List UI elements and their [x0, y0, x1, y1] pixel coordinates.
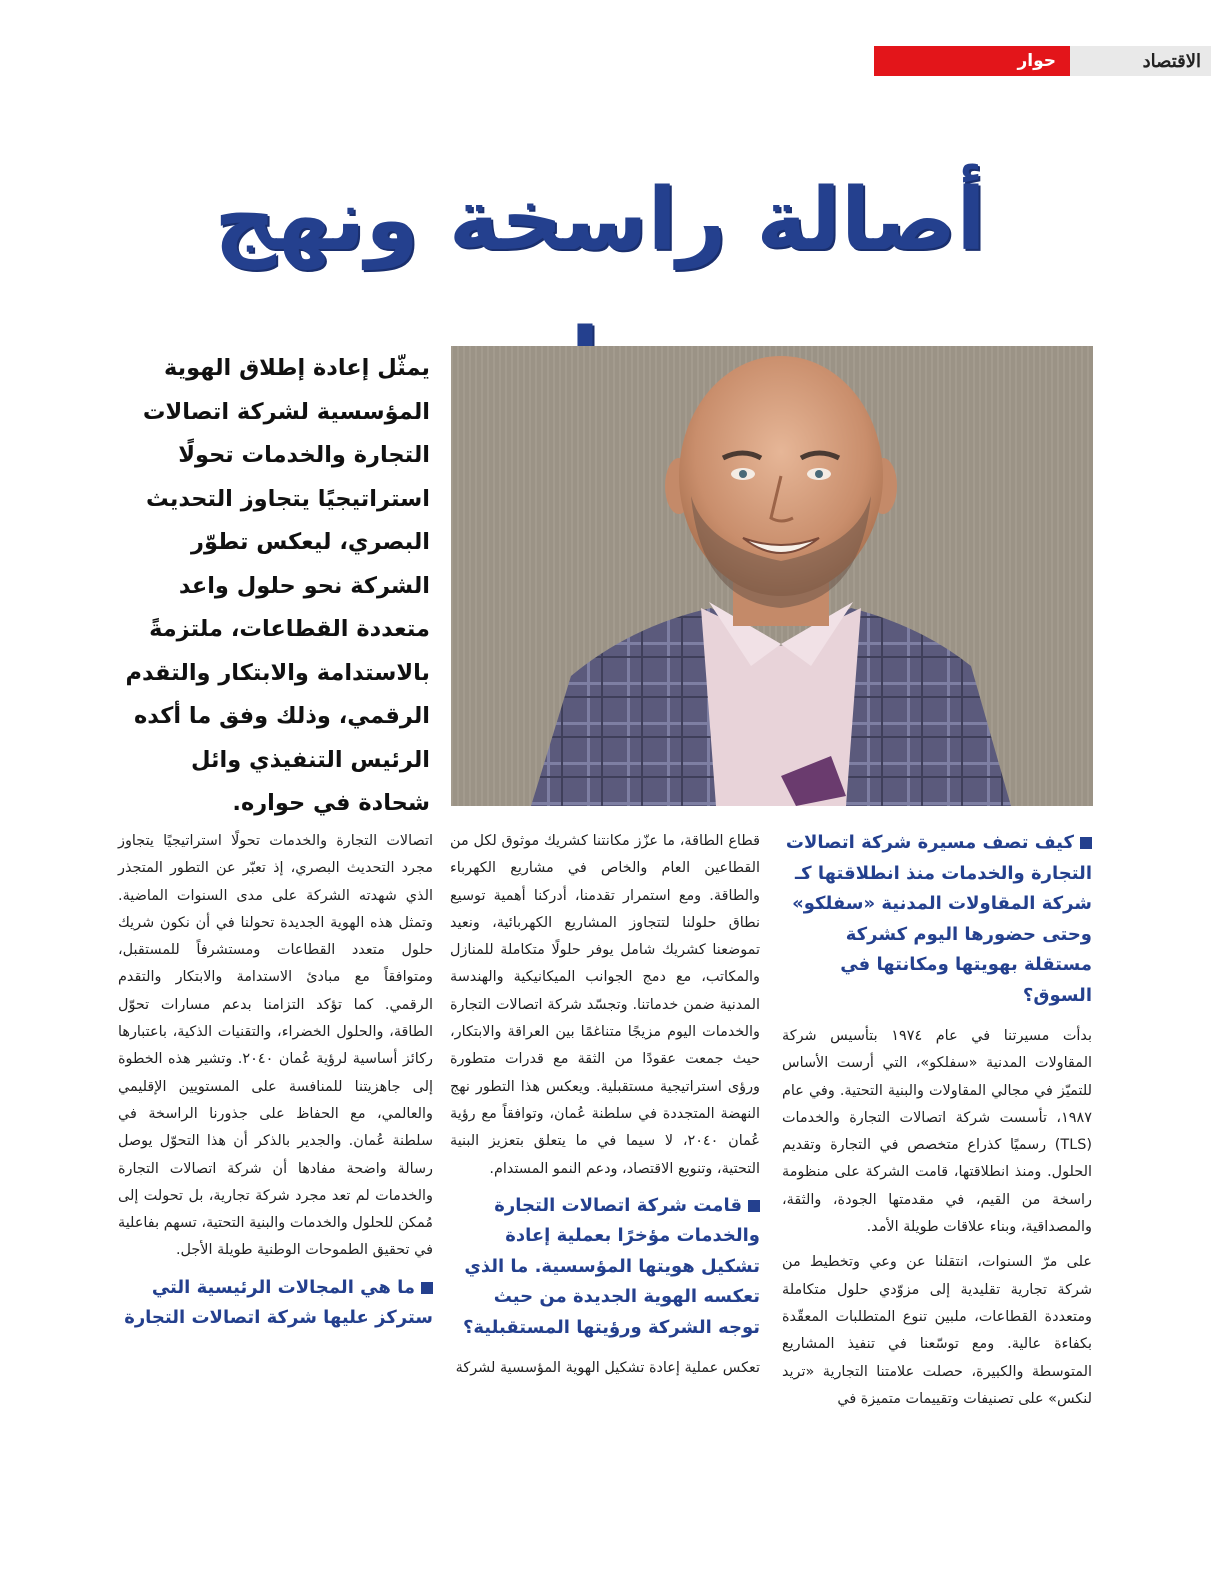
paragraph: اتصالات التجارة والخدمات تحولًا استراتيجيًا يتجاوز مجرد التحديث البصري، إذ تعبّر عن التطور المتجذر الذي شهدته الشركة على مدى السنوات الماضية. وتمثل هذه الهوية الجديدة تحولنا في أن نكون شريك حلول متعدد القطاعات ومستشرفاً للمستقبل، ومتوافقاً مع مبادئ الاستدامة والابتكار والتقدم الرقمي. كما تؤكد التزامنا بدعم مسارات تحوّل الطاقة، والحلول الخضراء، والتقنيات الذكية، باعتبارها ركائز أساسية لرؤية عُمان ٢٠٤٠. وتشير هذه الخطوة إلى جاهزيتنا للمنافسة على المستويين الإقليمي والعالمي، مع الحفاظ على جذورنا الراسخة في سلطنة عُمان. والجدير بالذكر أن هذا التحوّل يوصل رسالة واضحة مفادها أن شركة اتصالات التجارة والخدمات لم تعد مجرد شركة تجارية، بل تحولت إلى مُمكن للحلول والخدمات والبنية التحتية، تسهم بفاعلية في تحقيق الطموحات الوطنية طويلة الأجل. [118, 833, 433, 1259]
portrait-illustration [451, 346, 1093, 806]
section-label: حوار [874, 46, 1070, 76]
bullet-square-icon [421, 1282, 433, 1294]
article-intro: يمثّل إعادة إطلاق الهوية المؤسسية لشركة اتصالات التجارة والخدمات تحولًا استراتيجيًا يتجاوز التحديث البصري، ليعكس تطوّر الشركة نحو حلول واعد متعددة القطاعات، ملتزمةً بالاستدامة والابتكار والتقدم الرقمي، وذلك وفق ما أكده الرئيس التنفيذي وائل شحادة في حواره. [125, 355, 430, 816]
article-headline: أصالة راسخة ونهج [214, 170, 986, 270]
column-middle [450, 828, 760, 1391]
column-right [782, 828, 1092, 1421]
question-2 [450, 1191, 760, 1344]
column-left [118, 828, 433, 1346]
question-1-text: كيف تصف مسيرة شركة اتصالات التجارة والخدمات منذ انطلاقتها كـ شركة المقاولات المدنية «سفلكو» وحتى حضورها اليوم كشركة مستقلة بهويتها ومكانتها في السوق؟ [785, 832, 1092, 1006]
question-2-text: قامت شركة اتصالات التجارة والخدمات مؤخرًا بعملية إعادة تشكيل هويتها المؤسسية. ما الذي تعكسه الهوية الجديدة من حيث توجه الشركة ورؤيتها المستقبلية؟ [462, 1194, 760, 1338]
section-header [874, 46, 1211, 76]
paragraph: على مرّ السنوات، انتقلنا عن وعي وتخطيط من شركة تجارية تقليدية إلى مزوّدي حلول متكاملة ومتعددة القطاعات، ملبين تنوع المتطلبات المعقّدة بكفاءة عالية. ومع توسّعنا في تنفيذ المشاريع المتوسطة والكبيرة، حصلت علامتنا التجارية «تريد لنكس» على تصنيفات وتقييمات متميزة في [782, 1254, 1092, 1407]
bullet-square-icon [748, 1200, 760, 1212]
question-3-text: ما هي المجالات الرئيسية التي ستركز عليها شركة اتصالات التجارة [124, 1276, 433, 1329]
question-3 [118, 1273, 433, 1334]
bullet-square-icon [1080, 837, 1092, 849]
paragraph: قطاع الطاقة، ما عزّز مكانتنا كشريك موثوق لكل من القطاعين العام والخاص في مشاريع الكهرباء والطاقة. ومع استمرار تقدمنا، أدركنا أهمية توسيع نطاق حلولنا لتتجاوز المشاريع الكهربائية، ونعيد تموضعنا كشريك شامل يوفر حلولًا متكاملة للمنازل والمكاتب، مع دمج الجوانب الميكانيكية والهندسة المدنية ضمن خدماتنا. وتجسّد شركة اتصالات التجارة والخدمات اليوم مزيجًا متناغمًا بين العراقة والابتكار، حيث جمعت عقودًا من الثقة مع قدرات متطورة ورؤى استراتيجية مستقبلية. ويعكس هذا التطور نهج النهضة المتجددة في سلطنة عُمان، وتوافقاً مع رؤية عُمان ٢٠٤٠، لا سيما في ما يتعلق بتعزيز البنية التحتية، وتنويع الاقتصاد، ودعم النمو المستدام. [450, 833, 760, 1177]
magazine-logo: الاقتصاد [1070, 46, 1211, 76]
portrait-photo [451, 346, 1093, 806]
question-1 [782, 828, 1092, 1011]
paragraph: بدأت مسيرتنا في عام ١٩٧٤ بتأسيس شركة المقاولات المدنية «سفلكو»، التي أرست الأساس للتميّز في مجالي المقاولات والبنية التحتية. وفي عام ١٩٨٧، تأسست شركة اتصالات التجارة والخدمات (TLS) رسميًا كذراع متخصص في التجارة وتقديم الحلول. ومنذ انطلاقتها، قامت الشركة على منظومة راسخة من القيم، في مقدمتها الجودة، والثقة، والمصداقية، وبناء علاقات طويلة الأمد. [782, 1028, 1092, 1236]
paragraph: تعكس عملية إعادة تشكيل الهوية المؤسسية لشركة [455, 1360, 760, 1377]
